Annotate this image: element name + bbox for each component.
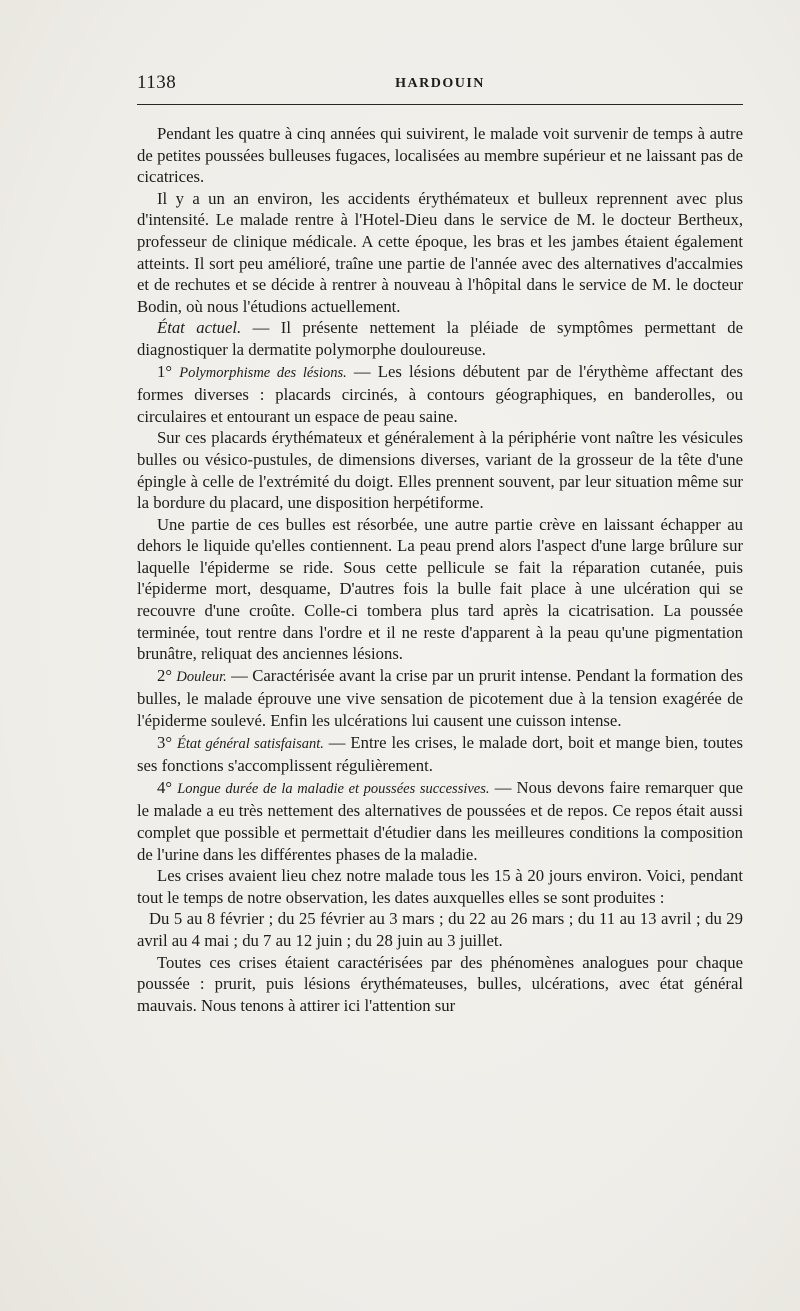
paragraph-text: Sur ces placards érythémateux et généralement à la périphérie vont naître les vésicules bulles ou vésico-pustules, de dimensions diverses, variant de la grosseur de la tête d'une épingle à celle de l'extrémité du doigt. Elles prennent souvent, par leur situation même sur la bordure du placard, une disposition herpétiforme. — [137, 428, 743, 513]
item-number: 4° — [157, 777, 173, 797]
paragraph-dates — [137, 908, 743, 951]
paragraph-longue-duree — [137, 777, 743, 865]
page-header — [137, 70, 743, 100]
paragraph-etat-general — [137, 732, 743, 777]
paragraph-text: Pendant les quatre à cinq années qui suivirent, le malade voit survenir de temps à autre de petites poussées bulleuses fugaces, localisées au membre supérieur et ne laissant pas de cicatrices. — [137, 124, 743, 187]
paragraph-text: — Les lésions débutent par de l'érythème affectant des formes diverses : placards circinés, à contours géographiques, en banderolles, ou circulaires et entourant un espace de peau saine. — [137, 361, 744, 426]
paragraph-text: — Entre les crises, le malade dort, boit et mange bien, toutes ses fonctions s'accomplissent régulièrement. — [137, 732, 744, 776]
paragraph-lead: Polymorphisme des lésions. — [179, 364, 347, 381]
item-number: 3° — [157, 732, 173, 752]
paragraph-polymorphisme — [137, 361, 743, 428]
paragraph-text: Toutes ces crises étaient caractérisées par des phénomènes analogues pour chaque poussée : prurit, puis lésions érythémateuses, bulles, ulcérations, avec état général mauvais. Nous tenons à attirer ici l'attention sur — [137, 952, 743, 1015]
paragraph-douleur — [137, 665, 743, 732]
paragraph-text: Une partie de ces bulles est résorbée, une autre partie crève en laissant échapper au dehors le liquide qu'elles contiennent. La peau prend alors l'aspect d'une large brûlure sur laquelle l'épiderme se ride. Sous cette pellicule se fait la réparation cutanée, puis l'épiderme mort, desquame, D'autres fois la bulle fait place à une ulcération qui se recouvre d'une croûte. Colle-ci tombera plus tard après la cicatrisation. La poussée terminée, tout rentre dans l'ordre et il ne reste d'apparent à la peau qu'une pigmentation brunâtre, reliquat des anciennes lésions. — [137, 514, 743, 664]
paragraph-10 — [137, 865, 743, 908]
paragraph-lead: Douleur. — [176, 668, 227, 685]
paragraph-12 — [137, 952, 743, 1017]
paragraph-text: — Caractérisée avant la crise par un prurit intense. Pendant la formation des bulles, le malade éprouve une vive sensation de picotement due à la tension exagérée de l'épiderme soulevé. Enfin les ulcérations lui causent une cuisson intense. — [137, 665, 743, 731]
item-number: 1° — [157, 361, 173, 381]
header-rule — [137, 104, 743, 105]
paragraph-6 — [137, 514, 743, 665]
item-number: 2° — [157, 665, 173, 685]
body-text — [137, 123, 743, 1016]
paragraph-text: — Il présente nettement la pléiade de symptômes permettant de diagnostiquer la dermatite polymorphe douloureuse. — [137, 318, 743, 359]
paragraph-lead: État actuel. — [157, 318, 242, 338]
running-head: HARDOUIN — [395, 76, 485, 91]
paragraph-text: Il y a un an environ, les accidents érythémateux et bulleux reprennent avec plus d'intensité. Le malade rentre à l'Hotel-Dieu dans le service de M. le docteur Bertheux, professeur de clinique médicale. A cette époque, les bras et les jambes étaient également atteints. Il sort peu amélioré, traîne une partie de l'année avec des alternatives d'accalmies et de rechutes et se décide à rentrer à nouveau à l'hôpital dans le service de M. le docteur Bodin, où nous l'étudions actuellement. — [137, 188, 743, 316]
paragraph-text: — Nous devons faire remarquer que le malade a eu très nettement des alternatives de poussées et de repos. Ce repos était aussi complet que possible et permettait d'étudier dans les meilleures conditions la composition de l'urine dans les différentes phases de la maladie. — [137, 777, 744, 864]
paragraph-2 — [137, 188, 743, 318]
paragraph-lead: État général satisfaisant. — [176, 735, 324, 752]
paragraph-5 — [137, 427, 743, 513]
paragraph-text: Les crises avaient lieu chez notre malade tous les 15 à 20 jours environ. Voici, pendant tout le temps de notre observation, les dates auxquelles elles se sont produites : — [137, 866, 743, 907]
paragraph-etat-actuel — [137, 317, 743, 360]
paragraph-1 — [137, 123, 743, 188]
paragraph-lead: Longue durée de la maladie et poussées successives. — [177, 780, 490, 797]
page-number: 1138 — [137, 72, 177, 93]
paragraph-text: Du 5 au 8 février ; du 25 février au 3 mars ; du 22 au 26 mars ; du 11 au 13 avril ; du 29 avril au 4 mai ; du 7 au 12 juin ; du 28 juin au 3 juillet. — [137, 909, 743, 950]
